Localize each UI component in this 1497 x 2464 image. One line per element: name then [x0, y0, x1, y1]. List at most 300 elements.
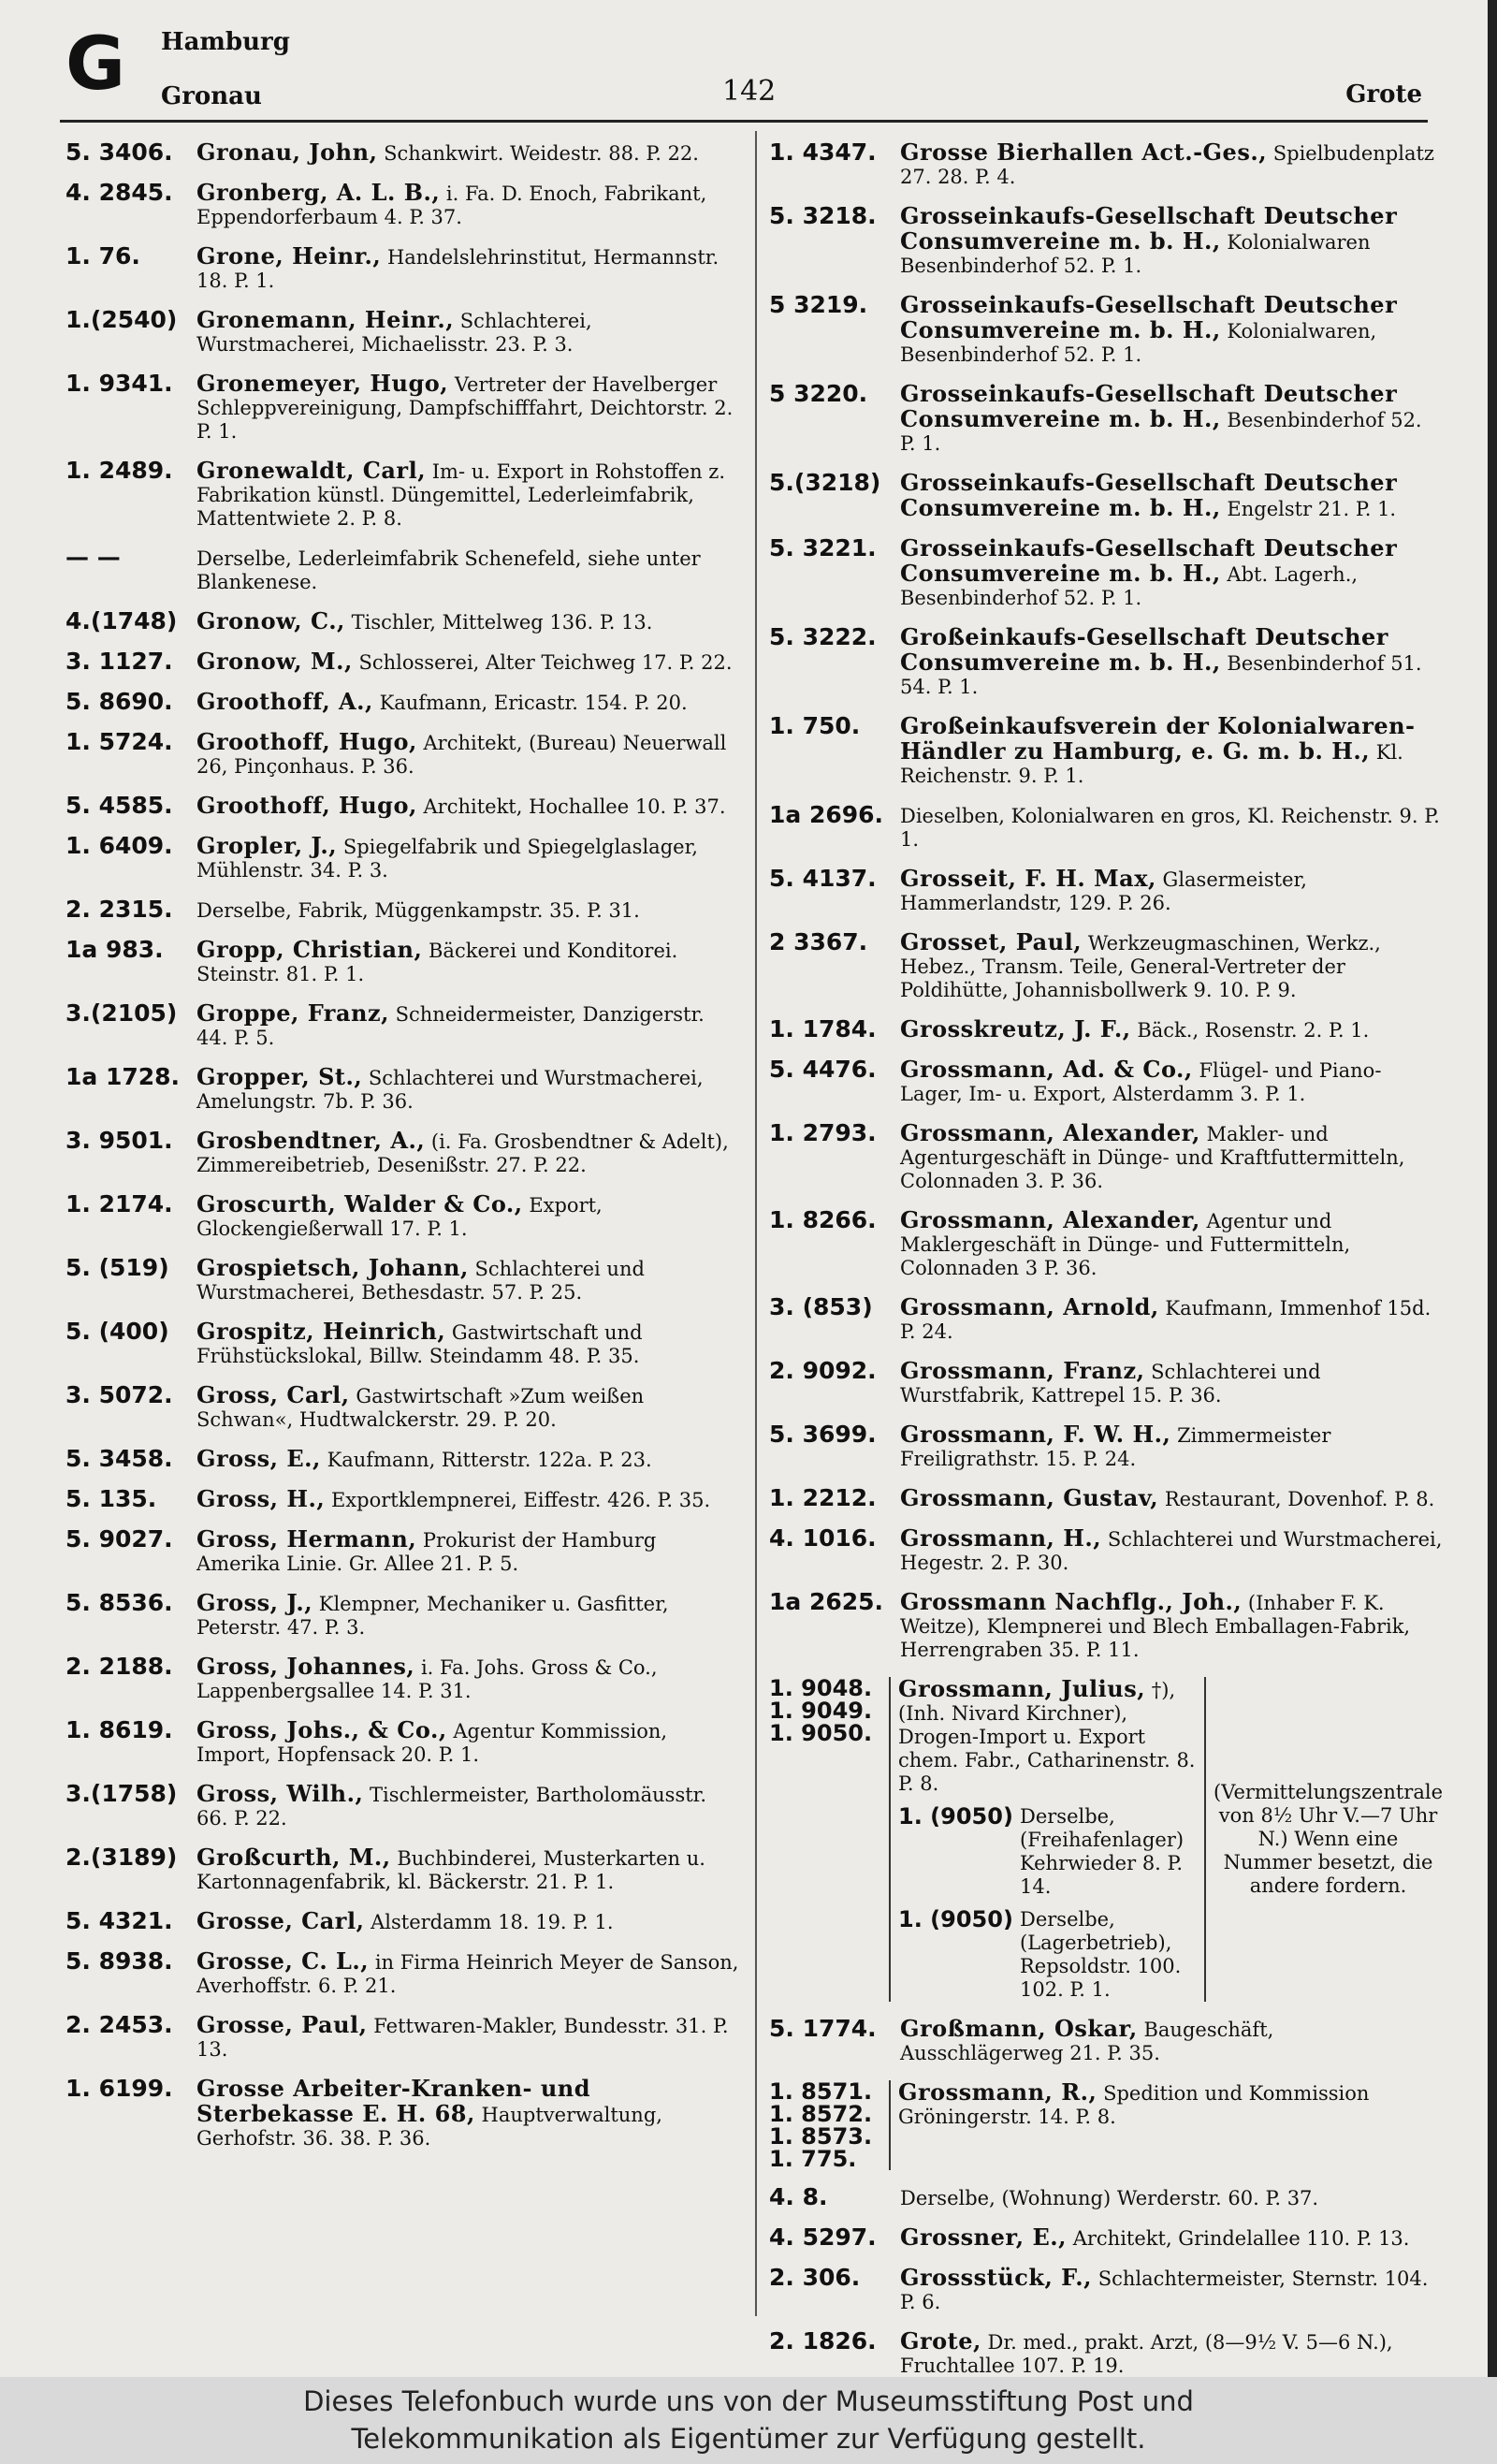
entry-text — [900, 140, 1443, 189]
subscriber-details: Schlachtermeister, Sternstr. 104. P. 6. — [900, 2267, 1429, 2313]
subscriber-name: Grossmann, R., — [898, 2078, 1097, 2106]
entry-text — [196, 609, 739, 634]
subscriber-details: Werkzeugmaschinen, Werkz., Hebez., Transm. Teile, General-Vertreter der Poldihütte, Johannisbollwerk 9. 10. P. 9. — [900, 932, 1381, 1001]
entry-text — [196, 1845, 739, 1894]
directory-entry — [769, 1486, 1443, 1511]
subscriber-name: Groscurth, Walder & Co., — [196, 1190, 523, 1217]
directory-entry — [769, 293, 1443, 367]
subscriber-details: Schlachterei und Wurstmacherei, Bethesdastr. 57. P. 25. — [196, 1258, 645, 1304]
phone-number: 1. 2174. — [65, 1190, 173, 1217]
phone-number: 1a 2696. — [769, 801, 884, 828]
subscriber-details: Makler- und Agenturgeschäft in Dünge- und Kraftfuttermitteln, Colonnaden 3. P. 36. — [900, 1123, 1405, 1192]
directory-entry — [65, 1383, 739, 1432]
entry-text — [196, 1782, 739, 1830]
r-details — [889, 2080, 1443, 2170]
phone-number: 5 3219. — [769, 291, 868, 318]
phone-number: 1. 2489. — [65, 457, 173, 484]
entry-text — [196, 1447, 739, 1472]
subscriber-details: Hauptverwaltung, Gerhofstr. 36. 38. P. 36. — [196, 2104, 662, 2150]
phone-number: 3.(1758) — [65, 1780, 178, 1807]
directory-entry — [769, 930, 1443, 1002]
subscriber-name: Grossmann, Gustav, — [900, 1484, 1159, 1511]
phone-number: 5. 3218. — [769, 202, 877, 229]
subscriber-details: Engelstr 21. P. 1. — [1227, 498, 1397, 520]
entry-text — [196, 834, 739, 882]
right-column-mid — [769, 2017, 1443, 2065]
subscriber-details: Tischlermeister, Bartholomäusstr. 66. P. 22. — [196, 1784, 707, 1830]
directory-entry — [65, 834, 739, 882]
directory-entry — [65, 1591, 739, 1640]
directory-entry — [769, 714, 1443, 788]
directory-entry — [65, 2077, 739, 2151]
subscriber-details: Kaufmann, Ritterstr. 122a. P. 23. — [327, 1449, 652, 1471]
directory-entry — [65, 1655, 739, 1703]
subscriber-name: Grossmann, Franz, — [900, 1357, 1145, 1384]
directory-entry — [65, 690, 739, 715]
subscriber-name: Gropper, St., — [196, 1063, 363, 1090]
phone-number: 1. 775. — [769, 2146, 857, 2172]
phone-number: 3. 5072. — [65, 1381, 173, 1408]
entry-text — [900, 1422, 1443, 1471]
subscriber-name: Grosse Arbeiter-Kranken- und Sterbekasse E. H. 68, — [196, 2075, 591, 2127]
directory-entry — [65, 308, 739, 357]
footer-notice — [0, 2377, 1497, 2464]
entry-text — [196, 1129, 739, 1177]
subscriber-details: Handelslehrinstitut, Hermannstr. 18. P. 1. — [196, 246, 719, 292]
phone-number: 3.(2105) — [65, 999, 178, 1027]
entry-text — [196, 2077, 739, 2151]
phone-number: 5. 135. — [65, 1485, 157, 1512]
directory-entry — [769, 1295, 1443, 1344]
directory-entry — [769, 140, 1443, 189]
phone-number: — — — [65, 544, 121, 571]
subscriber-name: Grossmann, Alexander, — [900, 1206, 1200, 1233]
directory-entry — [769, 2266, 1443, 2314]
subscriber-details: Tischler, Mittelweg 136. P. 13. — [351, 611, 653, 634]
header-rule — [60, 120, 1428, 123]
subscriber-name: Grosse Bierhallen Act.-Ges., — [900, 139, 1268, 166]
sub-entry — [898, 1805, 1204, 1899]
entry-text — [196, 794, 739, 819]
entry-text — [196, 1487, 739, 1512]
entry-text — [900, 2225, 1443, 2251]
subscriber-name: Grosskreutz, J. F., — [900, 1015, 1131, 1042]
phone-number: 5. 8690. — [65, 688, 173, 715]
directory-entry — [65, 244, 739, 293]
subscriber-name: Großeinkaufs-Gesellschaft Deutscher Consumvereine m. b. H., — [900, 623, 1388, 676]
phone-number: 1. 8572. — [769, 2101, 873, 2127]
right-column-top — [769, 140, 1443, 1662]
subscriber-name: Großeinkaufsverein der Kolonialwaren-Händler zu Hamburg, e. G. m. b. H., — [900, 712, 1416, 765]
subscriber-name: Grossstück, F., — [900, 2264, 1093, 2291]
directory-entry — [65, 140, 739, 166]
phone-number: 5. 4476. — [769, 1056, 877, 1083]
subscriber-name: Grossmann, Ad. & Co., — [900, 1056, 1193, 1083]
subscriber-name: Gropler, J., — [196, 832, 338, 859]
subscriber-name: Grosbendtner, A., — [196, 1127, 426, 1154]
entry-text — [900, 1590, 1443, 1662]
directory-entry — [65, 1129, 739, 1177]
phone-number: 5. 4137. — [769, 865, 877, 892]
right-column — [769, 140, 1443, 2393]
footer-line: Telekommunikation als Eigentümer zur Verfügung gestellt. — [351, 2423, 1146, 2455]
directory-entry — [769, 1590, 1443, 1662]
subscriber-details: Agentur und Maklergeschäft in Dünge- und Futtermitteln, Colonnaden 3 P. 36. — [900, 1210, 1351, 1279]
phone-number: 2.(3189) — [65, 1844, 178, 1871]
subscriber-details: Besenbinderhof 51. 54. P. 1. — [900, 652, 1422, 698]
entry-text — [196, 181, 739, 229]
phone-number: 1. 1784. — [769, 1015, 877, 1042]
directory-entry — [65, 1949, 739, 1998]
subscriber-details: Schlachterei, Wurstmacherei, Michaelisstr. 23. P. 3. — [196, 310, 592, 356]
phone-number: 5. 3699. — [769, 1421, 877, 1448]
directory-entry — [65, 1487, 739, 1512]
entry-text — [900, 1359, 1443, 1407]
subscriber-name: Gross, Johs., & Co., — [196, 1716, 447, 1743]
subscriber-details: Dr. med., prakt. Arzt, (8—9½ V. 5—6 N.), Fruchtallee 107. P. 19. — [900, 2331, 1393, 2377]
subscriber-name: Grosseinkaufs-Gesellschaft Deutscher Consumvereine m. b. H., — [900, 469, 1398, 521]
subscriber-details: in Firma Heinrich Meyer de Sanson, Averhoffstr. 6. P. 21. — [196, 1951, 739, 1997]
directory-entry — [769, 1422, 1443, 1471]
entry-text — [196, 2013, 739, 2062]
entry-text — [196, 1655, 739, 1703]
entry-text — [196, 308, 739, 357]
directory-entry — [65, 372, 739, 444]
r-numbers — [769, 2080, 889, 2170]
entry-text — [196, 690, 739, 715]
entry-text — [900, 2329, 1443, 2378]
entry-text — [196, 1001, 739, 1050]
subscriber-details: Spiegelfabrik und Spiegelglaslager, Mühlenstr. 34. P. 3. — [196, 836, 698, 882]
exchange-note: (Vermittelungszentrale von 8½ Uhr V.—7 Uhr N.) Wenn eine Nummer besetzt, die andere fordern. — [1204, 1677, 1443, 2002]
phone-number: 1. 2793. — [769, 1119, 877, 1146]
subscriber-name: Grosseit, F. H. Max, — [900, 865, 1156, 892]
subscriber-details: Schlachterei und Wurstmacherei, Amelungstr. 7b. P. 36. — [196, 1067, 704, 1113]
directory-entry — [769, 1057, 1443, 1106]
directory-entry — [65, 1192, 739, 1241]
subscriber-details: Schankwirt. Weidestr. 88. P. 22. — [384, 142, 699, 165]
subscriber-name: Grosset, Paul, — [900, 928, 1083, 955]
subscriber-name: Grosse, C. L., — [196, 1947, 370, 1975]
subscriber-name: Gronberg, A. L. B., — [196, 179, 441, 206]
entry-text — [900, 867, 1443, 915]
directory-entry — [65, 938, 739, 986]
subscriber-name: Groothoff, A., — [196, 688, 373, 715]
directory-entry — [65, 1718, 739, 1767]
phone-number: 1. (9050) — [898, 1906, 1013, 1932]
subscriber-name: Grone, Heinr., — [196, 242, 382, 270]
subscriber-details: Architekt, Grindelallee 110. P. 13. — [1072, 2227, 1410, 2250]
phone-number: 2. 2315. — [65, 896, 173, 923]
phone-number: 2 3367. — [769, 928, 868, 955]
subscriber-details: Prokurist der Hamburg Amerika Linie. Gr. Allee 21. P. 5. — [196, 1529, 657, 1575]
page-number: 142 — [722, 75, 777, 108]
subscriber-name: Gross, Wilh., — [196, 1780, 364, 1807]
phone-number: 1a 2625. — [769, 1588, 884, 1615]
entry-text — [196, 730, 739, 779]
directory-entry — [65, 1065, 739, 1114]
entry-text — [900, 1057, 1443, 1106]
directory-entry — [65, 1256, 739, 1305]
entry-text — [196, 1192, 739, 1241]
subscriber-name: Großmann, Oskar, — [900, 2015, 1138, 2042]
phone-number: 1. 6409. — [65, 832, 173, 859]
subscriber-details: Baugeschäft, Ausschlägerweg 21. P. 35. — [900, 2019, 1274, 2064]
subscriber-details: Architekt, Hochallee 10. P. 37. — [423, 795, 726, 818]
directory-entry — [65, 794, 739, 819]
subscriber-name: Gronemann, Heinr., — [196, 306, 455, 333]
directory-entry — [65, 546, 739, 594]
entry-text — [900, 382, 1443, 456]
entry-text — [900, 536, 1443, 610]
phone-number: 1. 9050. — [769, 1720, 873, 1746]
subscriber-name: Grosseinkaufs-Gesellschaft Deutscher Consumvereine m. b. H., — [900, 291, 1398, 343]
subscriber-name: Gross, E., — [196, 1445, 321, 1472]
subscriber-details: Derselbe, (Wohnung) Werderstr. 60. P. 37. — [900, 2187, 1319, 2209]
subscriber-name: Grote, — [900, 2327, 981, 2355]
subscriber-details: Architekt, (Bureau) Neuerwall 26, Pinçonhaus. P. 36. — [196, 732, 727, 778]
phone-number: 1. 2212. — [769, 1484, 877, 1511]
first-entry-heading: Gronau — [161, 82, 262, 110]
directory-entry — [65, 459, 739, 531]
subscriber-details: Dieselben, Kolonialwaren en gros, Kl. Reichenstr. 9. P. 1. — [900, 805, 1440, 851]
subscriber-details: Bäck., Rosenstr. 2. P. 1. — [1137, 1019, 1370, 1042]
subscriber-name: Gross, H., — [196, 1485, 326, 1512]
phone-number: 2. 2188. — [65, 1653, 173, 1680]
subscriber-name: Grossmann, Julius, — [898, 1675, 1146, 1702]
entry-text — [900, 1486, 1443, 1511]
subscriber-details: Kaufmann, Ericastr. 154. P. 20. — [379, 692, 688, 714]
directory-entry — [769, 1208, 1443, 1280]
subscriber-details: Fettwaren-Makler, Bundesstr. 31. P. 13. — [196, 2015, 729, 2061]
phone-number: 3. 9501. — [65, 1127, 173, 1154]
entry-text — [196, 1319, 739, 1368]
phone-number: 5. (519) — [65, 1254, 169, 1281]
entry-text — [196, 897, 739, 923]
subscriber-details: Restaurant, Dovenhof. P. 8. — [1164, 1488, 1435, 1510]
phone-number: 5. 9027. — [65, 1525, 173, 1553]
phone-number: 1. 8571. — [769, 2078, 873, 2105]
subscriber-name: Grospietsch, Johann, — [196, 1254, 469, 1281]
city-title: Hamburg — [161, 28, 290, 56]
column-divider — [755, 131, 757, 2316]
entry-text — [196, 244, 739, 293]
directory-entry — [769, 867, 1443, 915]
subscriber-details: Spedition und Kommission Gröningerstr. 14. P. 8. — [898, 2082, 1370, 2128]
entry-text — [196, 1065, 739, 1114]
entry-text — [900, 1295, 1443, 1344]
phone-number: 5. 3458. — [65, 1445, 173, 1472]
julius-entry-group — [769, 1677, 1443, 2002]
subscriber-details: Derselbe, (Lagerbetrieb), Repsoldstr. 100. 102. P. 1. — [1020, 1908, 1182, 2001]
subscriber-details: Vertreter der Havelberger Schleppvereinigung, Dampfschifffahrt, Deichtorstr. 2. P. 1. — [196, 373, 734, 443]
subscriber-details: Zimmermeister Freiligrathstr. 15. P. 24. — [900, 1424, 1331, 1470]
directory-entry — [65, 897, 739, 923]
subscriber-details: Schlosserei, Alter Teichweg 17. P. 22. — [358, 651, 733, 674]
subscriber-details: †), (Inh. Nivard Kirchner), Drogen-Import u. Export chem. Fabr., Catharinenstr. 8. P. 8. — [898, 1679, 1196, 1795]
left-column — [65, 140, 739, 2165]
page-edge — [1488, 0, 1497, 2377]
directory-entry — [769, 625, 1443, 699]
phone-number: 4. 2845. — [65, 179, 173, 206]
page-header — [56, 19, 1422, 122]
phone-number: 4. 1016. — [769, 1524, 877, 1552]
directory-entry — [769, 1017, 1443, 1042]
subscriber-name: Gronemeyer, Hugo, — [196, 370, 449, 397]
subscriber-name: Gross, Carl, — [196, 1381, 350, 1408]
phone-number: 4.(1748) — [65, 607, 178, 634]
entry-text — [900, 2017, 1443, 2065]
phone-number: 1. 9049. — [769, 1698, 873, 1724]
entry-text — [900, 714, 1443, 788]
directory-entry — [65, 1319, 739, 1368]
phone-number: 4. 5297. — [769, 2223, 877, 2251]
directory-entry — [769, 536, 1443, 610]
subscriber-details: Besenbinderhof 52. P. 1. — [900, 409, 1422, 455]
entry-text — [900, 2185, 1443, 2210]
entry-text — [196, 1383, 739, 1432]
subscriber-details: Export, Glockengießerwall 17. P. 1. — [196, 1194, 603, 1240]
phone-number: 5. 4321. — [65, 1907, 173, 1934]
subscriber-details: Schlachterei und Wurstfabrik, Kattrepel 15. P. 36. — [900, 1361, 1321, 1407]
directory-entry — [769, 204, 1443, 278]
entry-text — [196, 1591, 739, 1640]
directory-entry — [769, 1359, 1443, 1407]
julius-numbers — [769, 1677, 889, 2002]
subscriber-details: Derselbe, Lederleimfabrik Schenefeld, siehe unter Blankenese. — [196, 547, 701, 593]
last-entry-heading: Grote — [1345, 80, 1422, 109]
phone-number: 1.(2540) — [65, 306, 178, 333]
footer-line: Dieses Telefonbuch wurde uns von der Museumsstiftung Post und — [303, 2385, 1194, 2417]
entry-text — [196, 140, 739, 166]
subscriber-details: i. Fa. D. Enoch, Fabrikant, Eppendorferbaum 4. P. 37. — [196, 182, 707, 228]
subscriber-name: Grossmann, H., — [900, 1524, 1102, 1552]
entry-text — [900, 471, 1443, 521]
entry-text — [900, 293, 1443, 367]
directory-entry — [65, 181, 739, 229]
entry-text — [196, 1949, 739, 1998]
sub-entry — [898, 1908, 1204, 2002]
directory-entry — [65, 1782, 739, 1830]
subscriber-name: Grosse, Paul, — [196, 2011, 368, 2038]
directory-entry — [769, 471, 1443, 521]
subscriber-name: Grosse, Carl, — [196, 1907, 365, 1934]
subscriber-name: Grospitz, Heinrich, — [196, 1318, 446, 1345]
subscriber-name: Grosseinkaufs-Gesellschaft Deutscher Consumvereine m. b. H., — [900, 380, 1398, 432]
phone-number: 1. 6199. — [65, 2075, 173, 2102]
entry-text — [900, 204, 1443, 278]
subscriber-name: Grossmann, F. W. H., — [900, 1421, 1171, 1448]
subscriber-name: Grossmann Nachflg., Joh., — [900, 1588, 1243, 1615]
entry-text — [196, 1909, 739, 1934]
directory-entry — [65, 1001, 739, 1050]
subscriber-details: Kolonialwaren Besenbinderhof 52. P. 1. — [900, 231, 1371, 277]
directory-entry — [65, 730, 739, 779]
entry-text — [900, 930, 1443, 1002]
section-letter: G — [65, 22, 126, 107]
subscriber-details: Kaufmann, Immenhof 15d. P. 24. — [900, 1297, 1432, 1343]
subscriber-details: (i. Fa. Grosbendtner & Adelt), Zimmereibetrieb, Desenißstr. 27. P. 22. — [196, 1130, 729, 1176]
subscriber-details: Kl. Reichenstr. 9. P. 1. — [900, 741, 1403, 787]
subscriber-details: Bäckerei und Konditorei. Steinstr. 81. P. 1. — [196, 940, 678, 985]
entry-text — [900, 1121, 1443, 1193]
directory-entry — [65, 649, 739, 675]
phone-number: 1. 750. — [769, 712, 861, 739]
directory-entry — [769, 1121, 1443, 1193]
phone-number: 5. 4585. — [65, 792, 173, 819]
phone-number: 5.(3218) — [769, 469, 881, 496]
directory-entry — [769, 2017, 1443, 2065]
subscriber-name: Grosseinkaufs-Gesellschaft Deutscher Consumvereine m. b. H., — [900, 534, 1398, 587]
directory-entry — [769, 2225, 1443, 2251]
phone-number: 1. 5724. — [65, 728, 173, 755]
phone-number: 3. (853) — [769, 1293, 873, 1320]
directory-entry — [65, 609, 739, 634]
subscriber-details: Gastwirtschaft und Frühstückslokal, Billw. Steindamm 48. P. 35. — [196, 1321, 643, 1367]
subscriber-name: Gronewaldt, Carl, — [196, 457, 427, 484]
phone-number: 5. 1774. — [769, 2015, 877, 2042]
phone-number: 2. 2453. — [65, 2011, 173, 2038]
entry-text — [900, 1017, 1443, 1042]
phone-number: 1a 983. — [65, 936, 164, 963]
subscriber-details: Gastwirtschaft »Zum weißen Schwan«, Hudtwalckerstr. 29. P. 20. — [196, 1385, 645, 1431]
entry-text — [900, 803, 1443, 852]
entry-text — [900, 2266, 1443, 2314]
subscriber-name: Gross, Johannes, — [196, 1653, 415, 1680]
subscriber-details: Flügel- und Piano-Lager, Im- u. Export, Alsterdamm 3. P. 1. — [900, 1059, 1382, 1105]
subscriber-details: Schlachterei und Wurstmacherei, Hegestr. 2. P. 30. — [900, 1528, 1443, 1574]
subscriber-name: Grossner, E., — [900, 2223, 1068, 2251]
entry-text — [900, 1208, 1443, 1280]
julius-details — [889, 1677, 1204, 2002]
subscriber-name: Grossmann, Arnold, — [900, 1293, 1159, 1320]
phone-number: 3. 1127. — [65, 648, 173, 675]
subscriber-name: Gross, Hermann, — [196, 1525, 417, 1553]
subscriber-details: (Inhaber F. K. Weitze), Klempnerei und Blech Emballagen-Fabrik, Herrengraben 35. P. 11. — [900, 1592, 1411, 1661]
phone-number: 1. 9048. — [769, 1675, 873, 1701]
phone-number: 1. 8619. — [65, 1716, 173, 1743]
phone-number: 5. 3222. — [769, 623, 877, 650]
subscriber-details: Abt. Lagerh., Besenbinderhof 52. P. 1. — [900, 563, 1359, 609]
phone-number: 1. 4347. — [769, 139, 877, 166]
phone-number: 1. (9050) — [898, 1803, 1013, 1830]
subscriber-name: Gronow, C., — [196, 607, 345, 634]
subscriber-name: Großcurth, M., — [196, 1844, 391, 1871]
subscriber-name: Groothoff, Hugo, — [196, 728, 417, 755]
subscriber-name: Gross, J., — [196, 1589, 313, 1616]
directory-entry — [769, 803, 1443, 852]
right-column-bottom — [769, 2185, 1443, 2378]
directory-entry — [65, 1909, 739, 1934]
entry-text — [196, 649, 739, 675]
directory-entry — [769, 2185, 1443, 2210]
entry-text — [196, 1527, 739, 1576]
subscriber-details: Glasermeister, Hammerlandstr, 129. P. 26. — [900, 868, 1307, 914]
r-entry-group — [769, 2080, 1443, 2170]
subscriber-details: Derselbe, Fabrik, Müggenkampstr. 35. P. 31. — [196, 899, 640, 922]
phone-number: 1. 8266. — [769, 1206, 877, 1233]
entry-text — [196, 938, 739, 986]
phone-number: 2. 1826. — [769, 2327, 877, 2355]
directory-entry — [65, 1447, 739, 1472]
subscriber-name: Groothoff, Hugo, — [196, 792, 417, 819]
subscriber-details: Schneidermeister, Danzigerstr. 44. P. 5. — [196, 1003, 705, 1049]
phone-number: 5. 3406. — [65, 139, 173, 166]
directory-entry — [769, 382, 1443, 456]
phone-number: 5. 8536. — [65, 1589, 173, 1616]
entry-text — [900, 1526, 1443, 1575]
subscriber-details: Kolonialwaren, Besenbinderhof 52. P. 1. — [900, 320, 1377, 366]
